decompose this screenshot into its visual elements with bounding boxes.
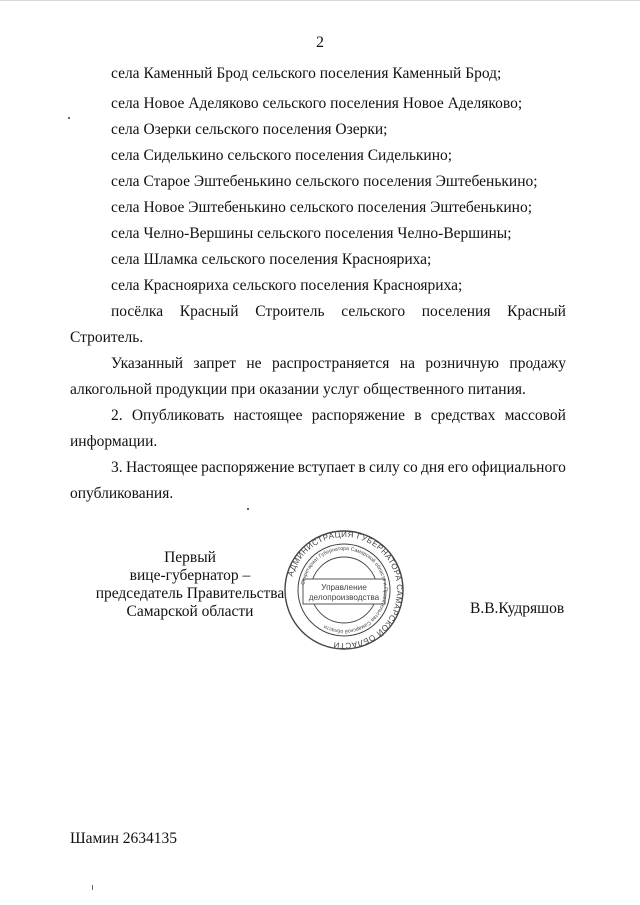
svg-text:Секретариат Губернатора Самарс: Секретариат Губернатора Самарской области и Правительства Самарской области xyxy=(300,545,389,635)
signer-name: В.В.Кудряшов xyxy=(470,600,565,617)
word: сельского xyxy=(341,303,406,320)
signatory-title-line: председатель Правительства xyxy=(95,585,285,602)
word: его xyxy=(447,459,469,476)
word: распоряжение xyxy=(311,407,405,424)
word: распространяется xyxy=(271,355,390,372)
word: 2. xyxy=(111,407,123,424)
word: силу xyxy=(369,459,400,476)
word: со xyxy=(403,459,418,476)
last-item-continuation: Строитель. xyxy=(70,329,144,346)
scan-speck xyxy=(247,508,249,510)
word: Настоящее xyxy=(125,459,198,476)
official-stamp-seal xyxy=(283,529,405,651)
exception-paragraph-line xyxy=(111,354,566,374)
page-number: 2 xyxy=(316,34,324,51)
official-stamp xyxy=(283,529,405,651)
word: средствах xyxy=(430,407,496,424)
svg-text:АДМИНИСТРАЦИЯ ГУБЕРНАТОРА САМА: АДМИНИСТРАЦИЯ ГУБЕРНАТОРА САМАРСКОЙ ОБЛАСТИ xyxy=(285,529,405,651)
signatory-title xyxy=(90,549,290,621)
word: дня xyxy=(421,459,445,476)
settlement-line: села Челно-Вершины сельского поселения Челно-Вершины; xyxy=(111,225,512,242)
word: посёлка xyxy=(111,303,164,320)
svg-text:делопроизводства: делопроизводства xyxy=(308,593,380,602)
word: запрет xyxy=(193,355,236,372)
signatory-title-line: Самарской области xyxy=(126,603,254,620)
item-3-line xyxy=(111,458,566,478)
top-edge-line xyxy=(0,0,640,1)
word: в xyxy=(358,459,366,476)
scan-speck xyxy=(92,885,93,890)
word: Строитель xyxy=(255,303,325,320)
word: Красный xyxy=(179,303,239,320)
word: не xyxy=(246,355,262,372)
item-2-continuation: информации. xyxy=(70,433,158,450)
settlement-line: села Новое Аделяково сельского поселения Новое Аделяково; xyxy=(111,95,523,112)
word: в xyxy=(414,407,422,424)
word: Указанный xyxy=(111,355,184,372)
word: Опубликовать xyxy=(131,407,225,424)
last-item-line xyxy=(111,302,566,322)
signatory-title-line: Первый xyxy=(164,549,216,566)
item-3-continuation: опубликования. xyxy=(70,485,174,502)
word: продажу xyxy=(509,355,566,372)
scan-speck xyxy=(68,117,70,119)
settlement-line: села Каменный Брод сельского поселения Каменный Брод; xyxy=(111,65,502,82)
settlement-line: села Старое Эштебенькино сельского поселения Эштебенькино; xyxy=(111,173,538,190)
settlement-line: села Озерки сельского поселения Озерки; xyxy=(111,121,388,138)
settlement-line: села Новое Эштебенькино сельского поселения Эштебенькино; xyxy=(111,199,533,216)
settlement-line: села Шламка сельского поселения Краснояриха; xyxy=(111,251,432,268)
exception-paragraph-continuation: алкогольной продукции при оказании услуг общественного питания. xyxy=(70,381,526,398)
footer-executor: Шамин 2634135 xyxy=(70,830,178,847)
word: массовой xyxy=(504,407,566,424)
svg-text:Управление: Управление xyxy=(321,583,367,592)
word: Красный xyxy=(507,303,566,320)
signatory-title-line: вице-губернатор – xyxy=(129,567,251,584)
word: вступает xyxy=(297,459,356,476)
word: поселения xyxy=(421,303,491,320)
settlement-line: села Краснояриха сельского поселения Краснояриха; xyxy=(111,277,463,294)
word: на xyxy=(399,355,415,372)
word: 3. xyxy=(111,459,123,476)
word: официального xyxy=(471,459,566,476)
item-2-line xyxy=(111,406,566,426)
settlement-line: села Сиделькино сельского поселения Сиделькино; xyxy=(111,147,453,164)
word: распоряжение xyxy=(201,459,295,476)
word: розничную xyxy=(425,355,500,372)
word: настоящее xyxy=(233,407,303,424)
